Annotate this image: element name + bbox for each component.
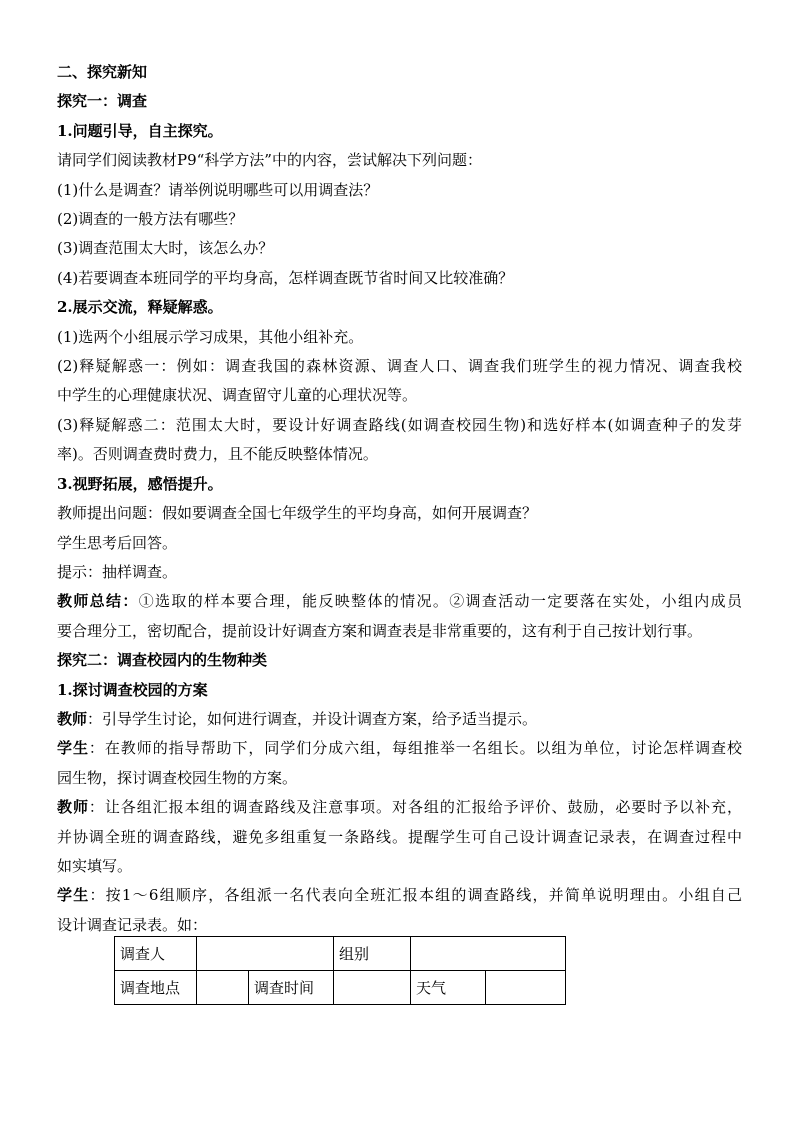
speaker-label: 学生 — [57, 739, 89, 758]
question-item: (4)若要调查本班同学的平均身高，怎样调查既节省时间又比较准确？ — [57, 268, 514, 287]
surveyor-label: 调查人 — [115, 937, 197, 971]
student-paragraph — [57, 881, 742, 910]
paragraph: 率)。否则调查费时费力，且不能反映整体情况。 — [57, 445, 378, 464]
speaker-label: 教师 — [57, 798, 89, 817]
step-heading: 2.展示交流，释疑解惑。 — [57, 298, 223, 317]
step-heading: 1.问题引导，自主探究。 — [57, 121, 223, 140]
speaker-text: ：引导学生讨论，如何进行调查，并设计调查方案，给予适当提示。 — [87, 709, 538, 728]
survey-record-table — [114, 936, 566, 1005]
group-value-cell — [411, 937, 566, 971]
subsection-heading: 探究一：调查 — [57, 92, 148, 111]
group-label: 组别 — [334, 937, 411, 971]
paragraph: 请同学们阅读教材P9“科学方法”中的内容，尝试解决下列问题： — [57, 151, 482, 170]
teacher-paragraph — [57, 705, 742, 734]
paragraph: 学生思考后回答。 — [57, 533, 178, 552]
summary-text: ①选取的样本要合理，能反映整体的情况。②调查活动一定要落在实处，小组内成员 — [138, 592, 742, 611]
time-label: 调查时间 — [249, 971, 334, 1005]
weather-label: 天气 — [411, 971, 486, 1005]
paragraph: 如实填写。 — [57, 856, 133, 875]
speaker-label: 学生 — [57, 886, 90, 905]
paragraph: 提示：抽样调查。 — [57, 562, 178, 581]
teacher-paragraph — [57, 793, 742, 822]
step-heading: 3.视野拓展，感悟提升。 — [57, 474, 223, 493]
speaker-text: ：让各组汇报本组的调查路线及注意事项。对各组的汇报给予评价、鼓励，必要时予以补充， — [88, 798, 742, 817]
question-item: (3)调查范围太大时，该怎么办？ — [57, 239, 274, 258]
paragraph: 设计调查记录表。如： — [57, 915, 208, 934]
paragraph: 园生物，探讨调查校园生物的方案。 — [57, 768, 298, 787]
paragraph: (2)释疑解惑一：例如：调查我国的森林资源、调查人口、调查我们班学生的视力情况、调查我校 — [57, 357, 742, 376]
speaker-text: ：按1～6组顺序，各组派一名代表向全班汇报本组的调查路线，并简单说明理由。小组自己 — [89, 886, 742, 905]
step-heading: 1.探讨调查校园的方案 — [57, 680, 208, 699]
summary-label: 教师总结： — [57, 592, 139, 611]
location-label: 调查地点 — [115, 971, 197, 1005]
student-paragraph — [57, 734, 742, 763]
weather-value-cell — [486, 971, 566, 1005]
table-row — [115, 971, 566, 1005]
paragraph: 要合理分工，密切配合，提前设计好调查方案和调查表是非常重要的，这有利于自己按计划行事。 — [57, 621, 703, 640]
paragraph: 中学生的心理健康状况、调查留守儿童的心理状况等。 — [57, 386, 418, 405]
teacher-summary — [57, 587, 742, 616]
time-value-cell — [334, 971, 411, 1005]
question-item: (1)什么是调查？请举例说明哪些可以用调查法？ — [57, 180, 379, 199]
document-page — [57, 58, 742, 940]
table-row — [115, 937, 566, 971]
surveyor-value-cell — [197, 937, 334, 971]
paragraph: (3)释疑解惑二：范围太大时，要设计好调查路线(如调查校园生物)和选好样本(如调查种子的发芽 — [57, 415, 742, 434]
paragraph: 教师提出问题：假如要调查全国七年级学生的平均身高，如何开展调查？ — [57, 504, 538, 523]
location-value-cell — [197, 971, 249, 1005]
question-item: (2)调查的一般方法有哪些？ — [57, 210, 244, 229]
subsection-heading: 探究二：调查校园内的生物种类 — [57, 651, 268, 670]
speaker-label: 教师 — [57, 709, 88, 728]
paragraph: (1)选两个小组展示学习成果，其他小组补充。 — [57, 327, 364, 346]
section-heading: 二、探究新知 — [57, 63, 148, 81]
paragraph: 并协调全班的调查路线，避免多组重复一条路线。提醒学生可自己设计调查记录表，在调查过程中 — [57, 827, 742, 846]
speaker-text: ：在教师的指导帮助下，同学们分成六组，每组推举一名组长。以组为单位，讨论怎样调查校 — [88, 739, 742, 758]
